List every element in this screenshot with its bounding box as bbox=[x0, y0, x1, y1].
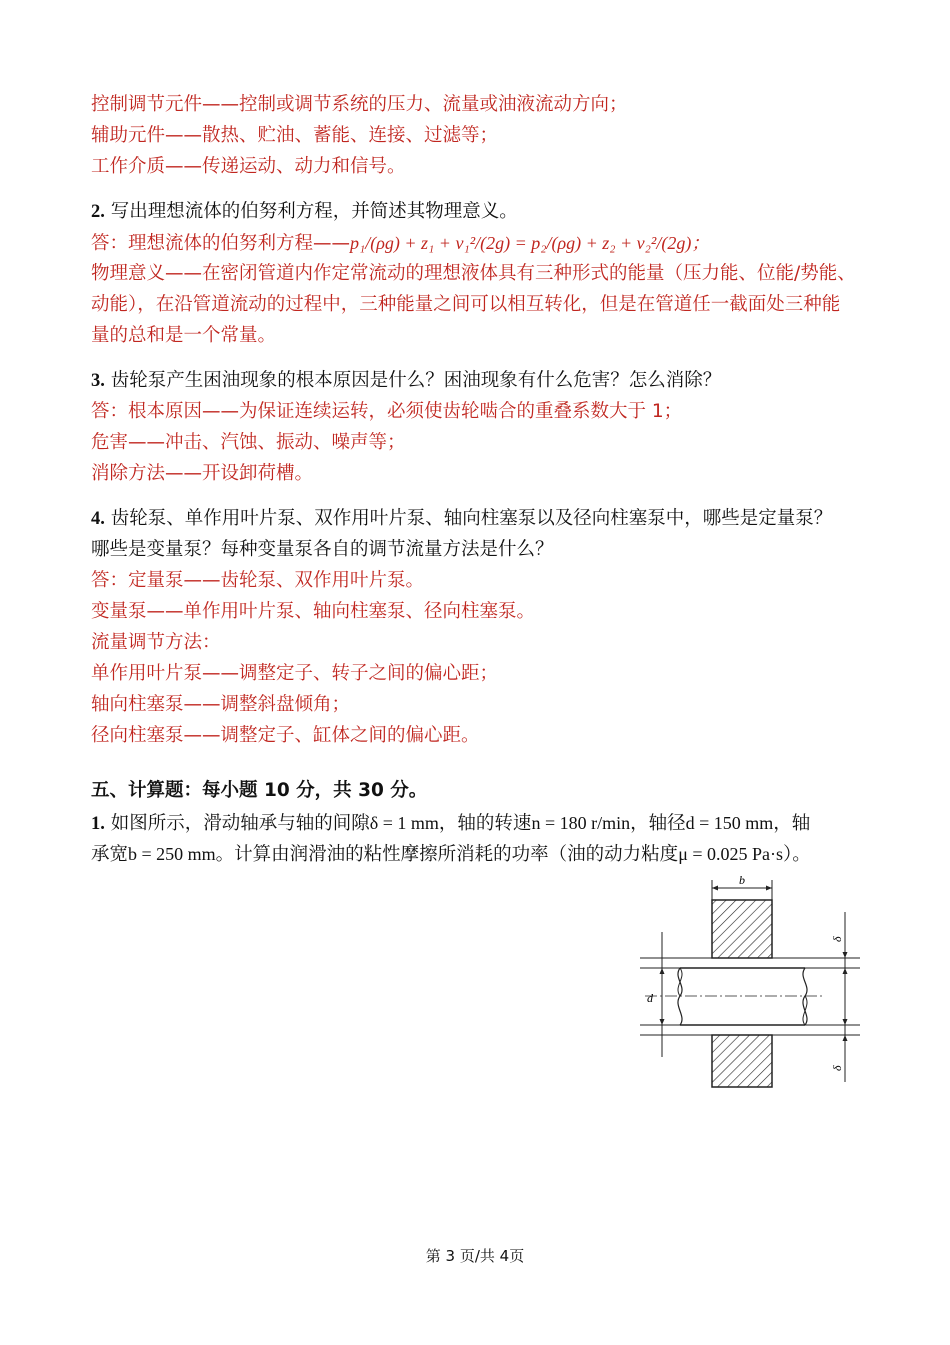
question-text: ，轴 bbox=[773, 813, 811, 834]
question-number: 3. bbox=[91, 371, 105, 391]
bernoulli-equation: p₁/(ρg) + z₁ + v₁²/(2g) = p₂/(ρg) + z₂ + v₂²/(2g)； bbox=[350, 233, 710, 253]
question-4 bbox=[91, 504, 866, 534]
question-number: 1. bbox=[91, 814, 105, 834]
calc-question-1-cont bbox=[91, 839, 866, 870]
answer-line: 物理意义——在密闭管道内作定常流动的理想液体具有三种形式的能量（压力能、位能/势能、 bbox=[91, 263, 856, 284]
answer-line: 答：根本原因——为保证连续运转，必须使齿轮啮合的重叠系数大于 1； bbox=[91, 401, 683, 422]
question-text: ，轴径 bbox=[630, 813, 686, 834]
question-2 bbox=[91, 197, 866, 227]
page-footer: 第 3 页/共 4页 bbox=[425, 1247, 525, 1265]
answer-line bbox=[91, 228, 866, 259]
answer-line: 径向柱塞泵——调整定子、缸体之间的偏心距。 bbox=[91, 725, 480, 746]
bearing-block-top bbox=[712, 900, 772, 958]
diameter-value: d = 150 mm bbox=[685, 813, 774, 833]
answer-line: 变量泵——单作用叶片泵、轴向柱塞泵、径向柱塞泵。 bbox=[91, 601, 536, 622]
answer-line: 动能），在沿管道流动的过程中，三种能量之间可以相互转化，但是在管道任一截面处三种能 bbox=[91, 294, 841, 315]
section-title: 五、计算题：每小题 10 分，共 30 分。 bbox=[91, 780, 428, 801]
text-line: 辅助元件——散热、贮油、蓄能、连接、过滤等； bbox=[91, 125, 499, 146]
speed-value: n = 180 r/min bbox=[531, 813, 631, 833]
bearing-block-bottom bbox=[712, 1035, 772, 1087]
answer-line: 单作用叶片泵——调整定子、转子之间的偏心距； bbox=[91, 663, 499, 684]
question-text: ）。 bbox=[783, 844, 811, 865]
question-text: ，轴的转速 bbox=[438, 813, 532, 834]
label-b: b bbox=[739, 873, 745, 887]
question-text: 。计算由润滑油的粘性摩擦所消耗的功率（油的动力粘度 bbox=[215, 844, 679, 865]
answer-prefix: 答：理想流体的伯努利方程—— bbox=[91, 233, 351, 254]
answer-line: 答：定量泵——齿轮泵、双作用叶片泵。 bbox=[91, 570, 425, 591]
question-text: 齿轮泵产生困油现象的根本原因是什么？困油现象有什么危害？怎么消除？ bbox=[110, 370, 722, 391]
width-value: b = 250 mm bbox=[128, 844, 216, 864]
label-delta-bottom: δ bbox=[830, 1065, 844, 1071]
text-line: 控制调节元件——控制或调节系统的压力、流量或油液流动方向； bbox=[91, 94, 628, 115]
bearing-diagram bbox=[635, 872, 865, 1097]
viscosity-value: μ = 0.025 Pa·s bbox=[678, 844, 783, 864]
answer-line: 量的总和是一个常量。 bbox=[91, 325, 277, 346]
question-text: 承宽 bbox=[91, 844, 129, 865]
question-3 bbox=[91, 366, 866, 396]
question-text: 齿轮泵、单作用叶片泵、双作用叶片泵、轴向柱塞泵以及径向柱塞泵中，哪些是定量泵？ bbox=[110, 508, 833, 529]
answer-line: 消除方法——开设卸荷槽。 bbox=[91, 463, 314, 484]
gap-value: δ = 1 mm bbox=[369, 813, 439, 833]
calc-question-1 bbox=[91, 808, 866, 839]
text-line: 工作介质——传递运动、动力和信号。 bbox=[91, 156, 406, 177]
question-text: 哪些是变量泵？每种变量泵各自的调节流量方法是什么？ bbox=[91, 539, 554, 560]
question-text: 如图所示，滑动轴承与轴的间隙 bbox=[110, 813, 370, 834]
question-number: 2. bbox=[91, 202, 105, 222]
label-d: d bbox=[647, 991, 653, 1005]
question-number: 4. bbox=[91, 509, 105, 529]
answer-line: 危害——冲击、汽蚀、振动、噪声等； bbox=[91, 432, 406, 453]
answer-line: 轴向柱塞泵——调整斜盘倾角； bbox=[91, 694, 351, 715]
answer-line: 流量调节方法： bbox=[91, 632, 221, 653]
question-text: 写出理想流体的伯努利方程，并简述其物理意义。 bbox=[110, 201, 518, 222]
label-delta-top: δ bbox=[830, 936, 844, 942]
